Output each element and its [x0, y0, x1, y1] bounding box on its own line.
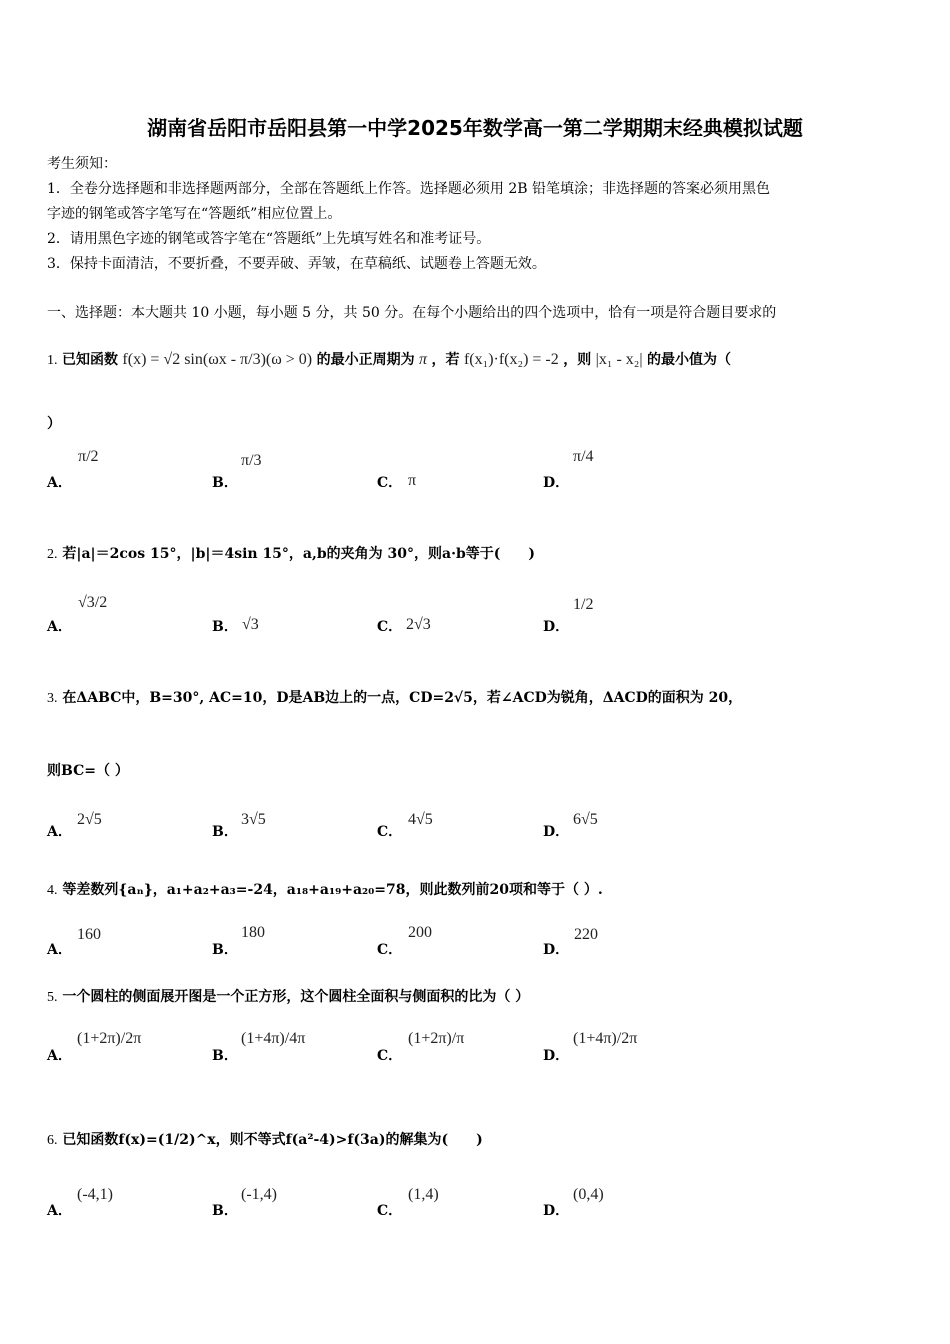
option-value: 200: [408, 924, 432, 941]
option-label[interactable]: A．: [47, 1203, 72, 1219]
option-label[interactable]: C．: [377, 619, 403, 635]
option-value: 220: [574, 926, 598, 943]
option-label[interactable]: D．: [543, 1048, 570, 1064]
option-label[interactable]: D．: [543, 942, 570, 958]
question-text: 在ΔABC中，B=30°, AC=10，D是AB边上的一点，CD=2√5，若∠ACD为锐角，ΔACD的面积为 20，: [62, 690, 743, 706]
option-label[interactable]: B．: [212, 1048, 238, 1064]
math-expression: f(x₁)·f(x₂) = -2: [463, 351, 559, 368]
question-3: [47, 687, 742, 707]
option-label[interactable]: D．: [543, 475, 570, 491]
question-close-paren: ）: [47, 416, 61, 432]
option-label[interactable]: C．: [377, 475, 403, 491]
option-value: 1/2: [573, 596, 594, 613]
option-label[interactable]: A．: [47, 619, 72, 635]
option-label[interactable]: D．: [543, 824, 570, 840]
option-value: √3/2: [78, 594, 108, 611]
option-label[interactable]: C．: [377, 824, 403, 840]
option-label[interactable]: A．: [47, 942, 72, 958]
question-6: [47, 1129, 483, 1149]
option-value: 4√5: [408, 811, 433, 828]
notice-item: 字迹的钢笔或答字笔写在“答题纸”相应位置上。: [47, 206, 342, 222]
option-label[interactable]: B．: [212, 1203, 238, 1219]
option-label[interactable]: B．: [212, 619, 238, 635]
notice-item: 2．请用黑色字迹的钢笔或答字笔在“答题纸”上先填写姓名和准考证号。: [47, 231, 491, 247]
question-2: [47, 543, 535, 563]
question-1: [47, 340, 731, 380]
option-value: √3: [242, 616, 259, 633]
option-value: 160: [77, 926, 101, 943]
math-expression: π: [419, 351, 428, 368]
question-number: 2.: [47, 547, 58, 562]
exam-title: 湖南省岳阳市岳阳县第一中学2025年数学高一第二学期期末经典模拟试题: [147, 116, 803, 140]
option-value: (1,4): [408, 1186, 439, 1203]
question-text: 若|a|＝2cos 15°，|b|＝4sin 15°，a,b的夹角为 30°，则a·b等于( ): [62, 546, 535, 562]
option-value: π/3: [241, 452, 262, 469]
option-value: 3√5: [241, 811, 266, 828]
option-value: π/2: [78, 448, 99, 465]
option-label[interactable]: C．: [377, 942, 403, 958]
question-number: 1.: [47, 353, 58, 368]
question-4: [47, 879, 603, 899]
option-label[interactable]: A．: [47, 1048, 72, 1064]
notice-item: 1．全卷分选择题和非选择题两部分，全部在答题纸上作答。选择题必须用 2B 铅笔填涂；非选择题的答案必须用黑色: [47, 181, 770, 197]
option-value: (0,4): [573, 1186, 604, 1203]
option-value: 180: [241, 924, 265, 941]
option-label[interactable]: C．: [377, 1203, 403, 1219]
question-5: [47, 986, 529, 1006]
question-number: 4.: [47, 883, 58, 898]
option-label[interactable]: D．: [543, 619, 570, 635]
option-value: π/4: [573, 448, 594, 465]
option-label[interactable]: A．: [47, 475, 72, 491]
question-text: 等差数列{aₙ}，a₁+a₂+a₃=-24，a₁₈+a₁₉+a₂₀=78，则此数列前20项和等于（ ）.: [62, 882, 603, 898]
option-value: (-1,4): [241, 1186, 277, 1203]
option-label[interactable]: C．: [377, 1048, 403, 1064]
question-text: 的最小值为（: [647, 352, 732, 368]
math-expression: |x₁ - x₂|: [595, 351, 643, 368]
question-text: 的最小正周期为: [316, 352, 415, 368]
question-number: 5.: [47, 990, 58, 1005]
question-3-cont: 则BC=（ ）: [47, 763, 129, 779]
option-label[interactable]: B．: [212, 942, 238, 958]
option-value: (1+2π)/π: [408, 1030, 465, 1047]
question-text: ，若: [431, 352, 460, 368]
notice-heading: 考生须知：: [47, 156, 117, 172]
option-value: (1+2π)/2π: [77, 1030, 142, 1047]
notice-item: 3．保持卡面清洁，不要折叠，不要弄破、弄皱，在草稿纸、试题卷上答题无效。: [47, 256, 546, 272]
option-value: 2√3: [406, 616, 431, 633]
math-expression: f(x) = √2 sin(ωx - π/3)(ω > 0): [122, 351, 313, 368]
question-text: 已知函数f(x)=(1/2)^x，则不等式f(a²-4)>f(3a)的解集为( ): [62, 1132, 483, 1148]
question-text: 一个圆柱的侧面展开图是一个正方形，这个圆柱全面积与侧面积的比为（ ）: [62, 989, 530, 1005]
section-heading: 一、选择题：本大题共 10 小题，每小题 5 分，共 50 分。在每个小题给出的四个选项中，恰有一项是符合题目要求的: [47, 305, 777, 321]
option-value: 2√5: [77, 811, 102, 828]
option-value: (1+4π)/2π: [573, 1030, 638, 1047]
option-label[interactable]: B．: [212, 475, 238, 491]
option-value: π: [408, 472, 417, 489]
option-value: (1+4π)/4π: [241, 1030, 306, 1047]
question-text: ，则: [563, 352, 592, 368]
option-label[interactable]: D．: [543, 1203, 570, 1219]
question-number: 6.: [47, 1133, 58, 1148]
option-value: (-4,1): [77, 1186, 113, 1203]
question-number: 3.: [47, 691, 58, 706]
option-label[interactable]: A．: [47, 824, 72, 840]
question-text: 已知函数: [61, 352, 118, 368]
option-value: 6√5: [573, 811, 598, 828]
option-label[interactable]: B．: [212, 824, 238, 840]
